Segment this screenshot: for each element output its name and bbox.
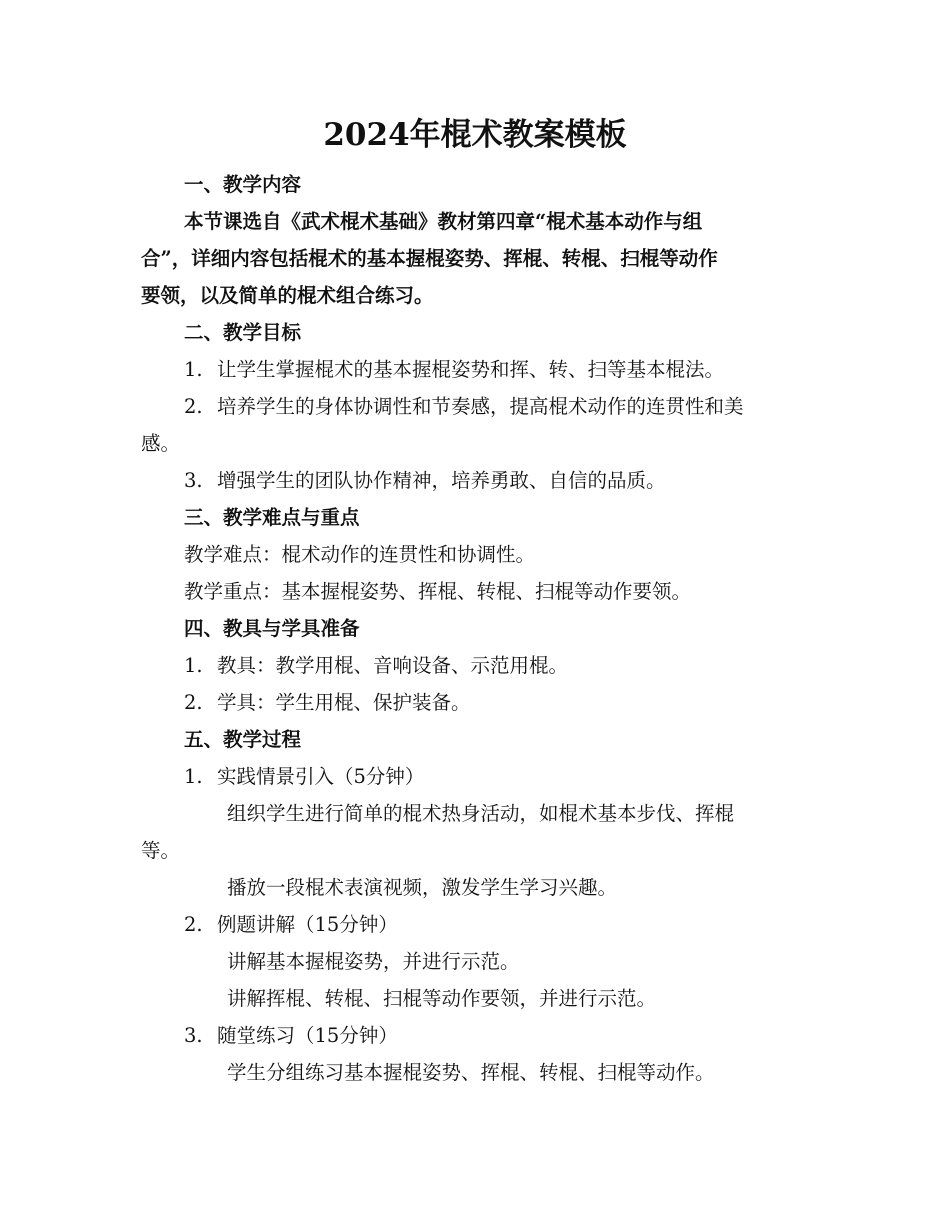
tool-number: 2. xyxy=(184,691,203,714)
content-line: 合”，详细内容包括棍术的基本握棍姿势、挥棍、转棍、扫棍等动作 xyxy=(141,247,718,270)
goal-text: 让学生掌握棍术的基本握棍姿势和挥、转、扫等基本棍法。 xyxy=(217,358,725,381)
document-body xyxy=(141,166,813,1091)
step-title: 例题讲解（15分钟） xyxy=(217,913,398,936)
tool-text: 教具：教学用棍、音响设备、示范用棍。 xyxy=(217,654,569,677)
step-title: 实践情景引入（5分钟） xyxy=(217,765,425,788)
tool-item xyxy=(141,647,813,684)
tool-number: 1. xyxy=(184,654,203,677)
process-step-title xyxy=(141,758,813,795)
process-step-title xyxy=(141,1017,813,1054)
process-step-title xyxy=(141,906,813,943)
document-title: 2024年棍术教案模板 xyxy=(323,117,627,153)
goal-text: 培养学生的身体协调性和节奏感，提高棍术动作的连贯性和美 xyxy=(217,395,744,418)
process-step-text: 学生分组练习基本握棍姿势、挥棍、转棍、扫棍等动作。 xyxy=(227,1061,715,1084)
step-title: 随堂练习（15分钟） xyxy=(217,1024,398,1047)
process-step-text: 组织学生进行简单的棍术热身活动，如棍术基本步伐、挥棍 xyxy=(227,802,735,825)
goal-number: 3. xyxy=(184,469,203,492)
focus-text: 教学重点：基本握棍姿势、挥棍、转棍、扫棍等动作要领。 xyxy=(184,580,692,603)
goal-text: 增强学生的团队协作精神，培养勇敢、自信的品质。 xyxy=(217,469,666,492)
process-step-text: 讲解挥棍、转棍、扫棍等动作要领，并进行示范。 xyxy=(227,987,657,1010)
step-number: 1. xyxy=(184,765,203,788)
section-heading-key-points: 三、教学难点与重点 xyxy=(184,506,360,529)
step-number: 2. xyxy=(184,913,203,936)
tool-item xyxy=(141,684,813,721)
section-heading-process: 五、教学过程 xyxy=(184,728,302,751)
section-heading-tools: 四、教具与学具准备 xyxy=(184,617,360,640)
goal-number: 1. xyxy=(184,358,203,381)
difficulty-text: 教学难点：棍术动作的连贯性和协调性。 xyxy=(184,543,536,566)
process-step-text: 讲解基本握棍姿势，并进行示范。 xyxy=(227,950,520,973)
content-line: 本节课选自《武术棍术基础》教材第四章“棍术基本动作与组 xyxy=(184,210,703,233)
goal-text-continuation: 感。 xyxy=(141,432,181,455)
tool-text: 学具：学生用棍、保护装备。 xyxy=(217,691,471,714)
content-line: 要领，以及简单的棍术组合练习。 xyxy=(141,284,434,307)
step-number: 3. xyxy=(184,1024,203,1047)
goal-number: 2. xyxy=(184,395,203,418)
goal-item xyxy=(141,351,813,388)
section-heading-goals: 二、教学目标 xyxy=(184,321,302,344)
section-heading-content: 一、教学内容 xyxy=(184,173,302,196)
process-step-text-continuation: 等。 xyxy=(141,839,181,862)
goal-item xyxy=(141,388,813,425)
goal-item xyxy=(141,462,813,499)
process-step-text: 播放一段棍术表演视频，激发学生学习兴趣。 xyxy=(227,876,618,899)
